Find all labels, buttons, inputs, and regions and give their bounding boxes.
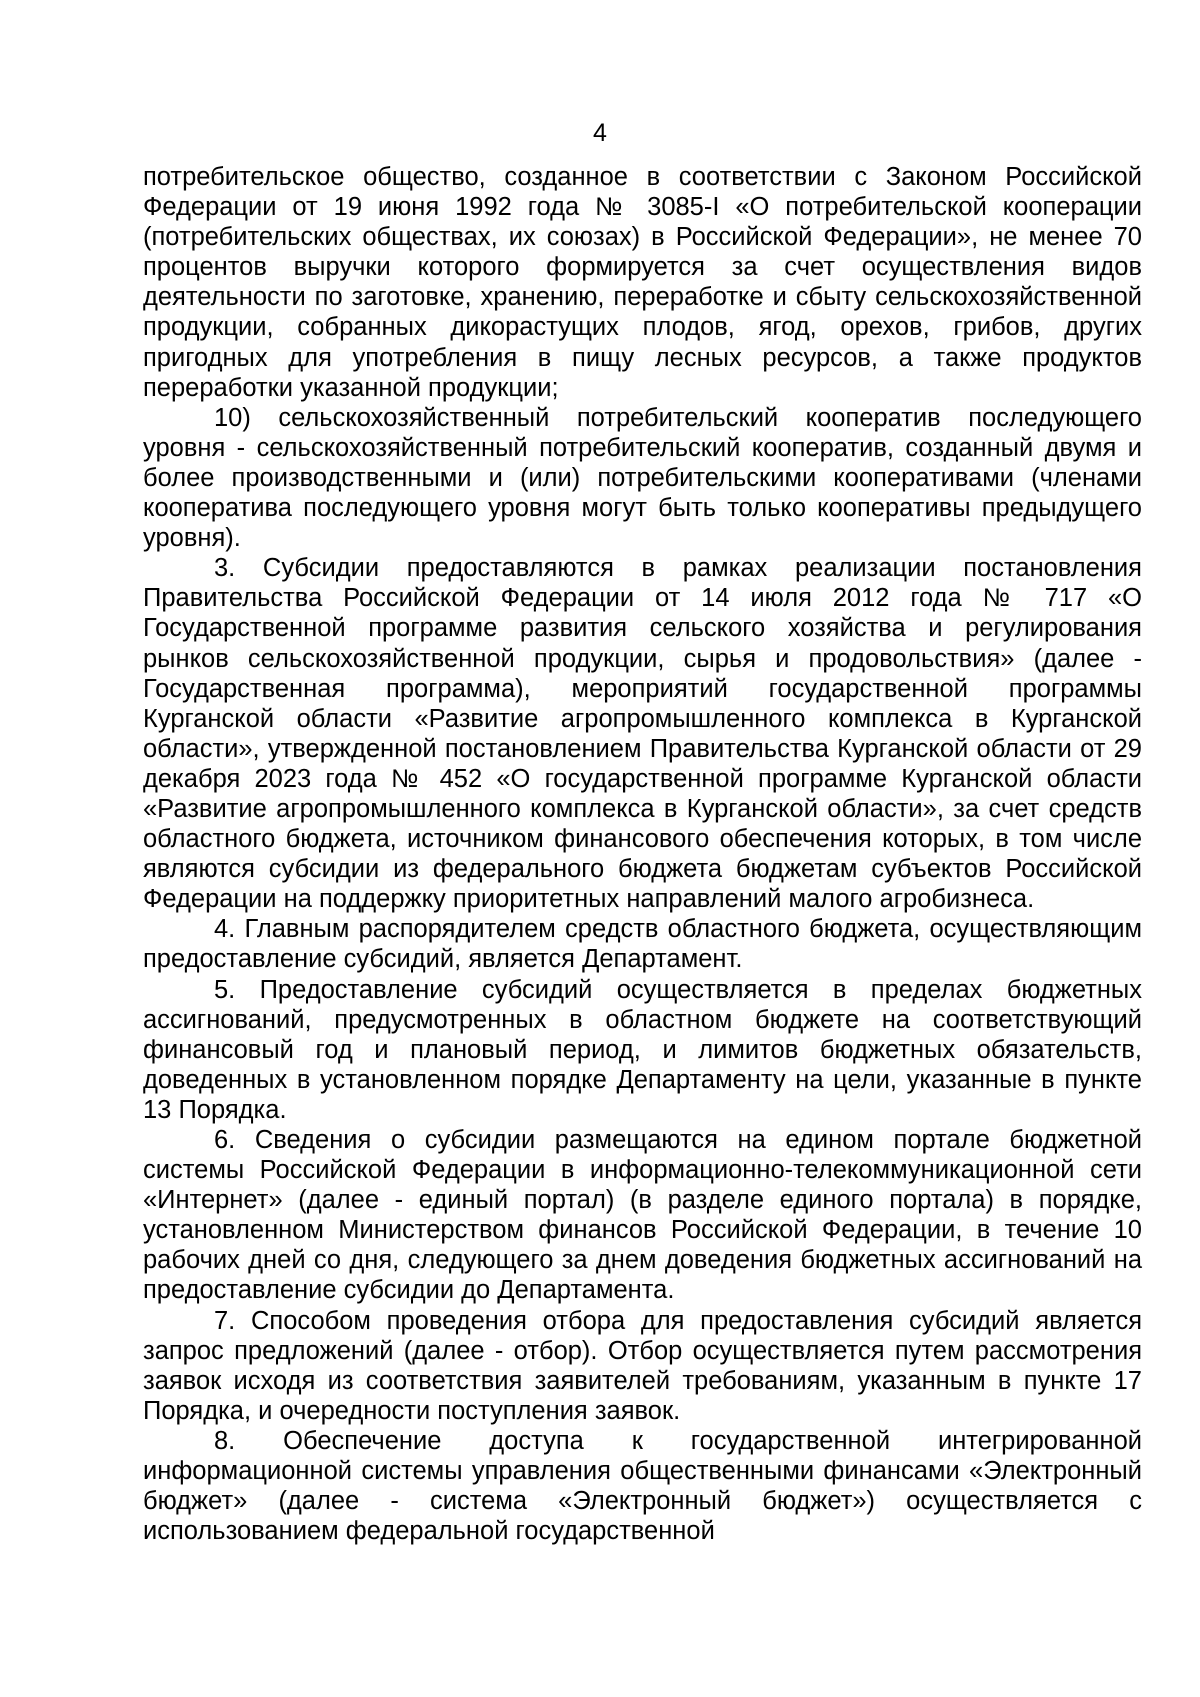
paragraph-consumer-society: потребительское общество, созданное в соответствии с Законом Российской Федерации от 19 июня 1992 года № 3085-I «О потребительской кооперации (потребительских обществах, их союзах) в Российской Федерации», не менее 70 процентов выручки которого формируется за счет осуществления видов деятельности по заготовке, хранению, переработке и сбыту сельскохозяйственной продукции, собранных дикорастущих плодов, ягод, орехов, грибов, других пригодных для употребления в пищу лесных ресурсов, а также продуктов переработки указанной продукции; [143, 163, 1142, 402]
document-body [143, 162, 1142, 1546]
paragraph-item-10: 10) сельскохозяйственный потребительский кооператив последующего уровня - сельскохозяйственный потребительский кооператив, созданный двумя и более производственными и (или) потребительскими кооперативами (членами кооператива последующего уровня могут быть только кооперативы предыдущего уровня). [143, 403, 1142, 553]
paragraph-clause-3: 3. Субсидии предоставляются в рамках реализации постановления Правительства Российской Федерации от 14 июля 2012 года № 717 «О Государственной программе развития сельского хозяйства и регулирования рынков сельскохозяйственной продукции, сырья и продовольствия» (далее - Государственная программа), мероприятий государственной программы Курганской области «Развитие агропромышленного комплекса в Курганской области», утвержденной постановлением Правительства Курганской области от 29 декабря 2023 года № 452 «О государственной программе Курганской области «Развитие агропромышленного комплекса в Курганской области», за счет средств областного бюджета, источником финансового обеспечения которых, в том числе являются субсидии из федерального бюджета бюджетам субъектов Российской Федерации на поддержку приоритетных направлений малого агробизнеса. [143, 554, 1142, 914]
paragraph-clause-4: 4. Главным распорядителем средств областного бюджета, осуществляющим предоставление субсидий, является Департамент. [143, 915, 1142, 974]
paragraph-clause-8: 8. Обеспечение доступа к государственной интегрированной информационной системы управления общественными финансами «Электронный бюджет» (далее - система «Электронный бюджет») осуществляется с использованием федеральной государственной [143, 1426, 1142, 1546]
page-number: 4 [593, 119, 607, 147]
paragraph-clause-6: 6. Сведения о субсидии размещаются на едином портале бюджетной системы Российской Федерации в информационно-телекоммуникационной сети «Интернет» (далее - единый портал) (в разделе единого портала) в порядке, установленном Министерством финансов Российской Федерации, в течение 10 рабочих дней со дня, следующего за днем доведения бюджетных ассигнований на предоставление субсидии до Департамента. [143, 1126, 1142, 1305]
paragraph-clause-7: 7. Способом проведения отбора для предоставления субсидий является запрос предложений (далее - отбор). Отбор осуществляется путем рассмотрения заявок исходя из соответствия заявителей требованиям, указанным в пункте 17 Порядка, и очередности поступления заявок. [143, 1306, 1142, 1425]
paragraph-clause-5: 5. Предоставление субсидий осуществляется в пределах бюджетных ассигнований, предусмотренных в областном бюджете на соответствующий финансовый год и плановый период, и лимитов бюджетных обязательств, доведенных в установленном порядке Департаменту на цели, указанные в пункте 13 Порядка. [143, 975, 1142, 1124]
